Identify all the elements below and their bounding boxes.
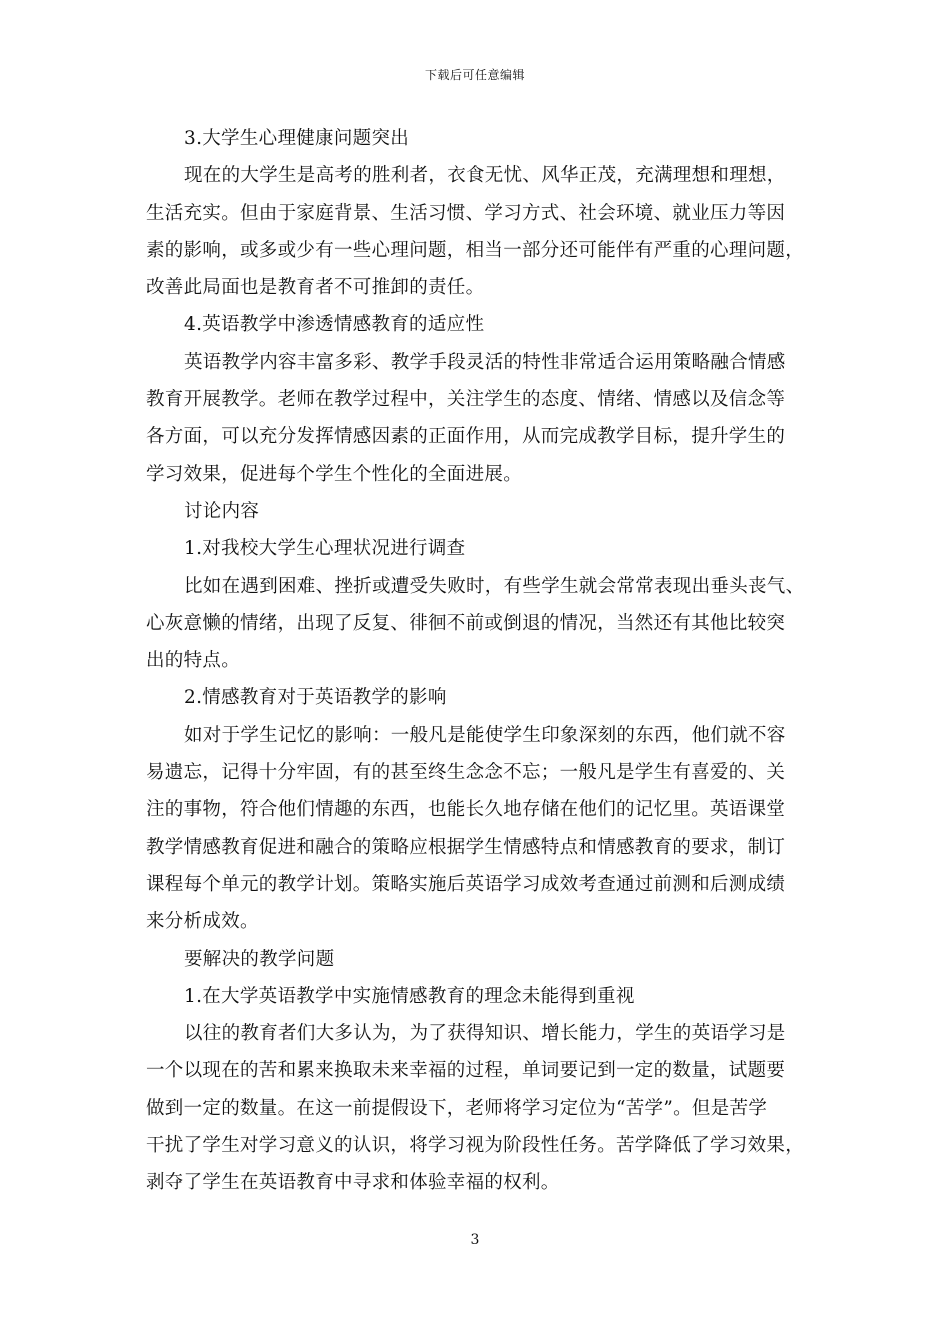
paragraph-line: 心灰意懒的情绪，出现了反复、徘徊不前或倒退的情况，当然还有其他比较突 [146, 612, 786, 634]
paragraph-line: 一个以现在的苦和累来换取未来幸福的过程，单词要记到一定的数量，试题要 [146, 1060, 786, 1082]
section-heading: 1.对我校大学生心理状况进行调查 [184, 538, 466, 560]
paragraph-line: 英语教学内容丰富多彩、教学手段灵活的特性非常适合运用策略融合情感 [184, 351, 786, 373]
paragraph-line: 生活充实。但由于家庭背景、生活习惯、学习方式、社会环境、就业压力等因 [146, 202, 786, 224]
section-heading: 2.情感教育对于英语教学的影响 [184, 687, 447, 709]
paragraph-line: 以往的教育者们大多认为，为了获得知识、增长能力，学生的英语学习是 [184, 1023, 786, 1045]
paragraph-line: 剥夺了学生在英语教育中寻求和体验幸福的权利。 [146, 1172, 560, 1194]
page-number: 3 [470, 1232, 480, 1248]
paragraph-line: 干扰了学生对学习意义的认识，将学习视为阶段性任务。苦学降低了学习效果， [146, 1135, 805, 1157]
paragraph-line: 教学情感教育促进和融合的策略应根据学生情感特点和情感教育的要求，制订 [146, 836, 786, 858]
section-heading: 讨论内容 [184, 500, 260, 522]
paragraph-line: 注的事物，符合他们情趣的东西，也能长久地存储在他们的记忆里。英语课堂 [146, 799, 786, 821]
paragraph-line: 如对于学生记忆的影响：一般凡是能使学生印象深刻的东西，他们就不容 [184, 724, 786, 746]
paragraph-line: 改善此局面也是教育者不可推卸的责任。 [146, 277, 485, 299]
document-body [146, 120, 810, 1202]
section-heading: 1.在大学英语教学中实施情感教育的理念未能得到重视 [184, 985, 635, 1007]
header-note: 下载后可任意编辑 [424, 68, 525, 82]
paragraph-line: 易遗忘，记得十分牢固，有的甚至终生念念不忘；一般凡是学生有喜爱的、关 [146, 762, 786, 784]
paragraph-line: 素的影响，或多或少有一些心理问题，相当一部分还可能伴有严重的心理问题， [146, 239, 805, 261]
paragraph-line: 各方面，可以充分发挥情感因素的正面作用，从而完成教学目标，提升学生的 [146, 426, 786, 448]
paragraph-line: 比如在遇到困难、挫折或遭受失败时，有些学生就会常常表现出垂头丧气、 [184, 575, 805, 597]
paragraph-line: 现在的大学生是高考的胜利者，衣食无忧、风华正茂，充满理想和理想， [184, 165, 786, 187]
section-heading: 3.大学生心理健康问题突出 [184, 128, 410, 149]
paragraph-line: 做到一定的数量。在这一前提假设下，老师将学习定位为“苦学”。但是苦学 [146, 1097, 768, 1119]
paragraph-line: 教育开展教学。老师在教学过程中，关注学生的态度、情绪、情感以及信念等 [146, 389, 786, 411]
section-heading: 4.英语教学中渗透情感教育的适应性 [184, 314, 485, 336]
paragraph-line: 课程每个单元的教学计划。策略实施后英语学习成效考查通过前测和后测成绩 [146, 873, 786, 895]
paragraph-line: 学习效果，促进每个学生个性化的全面进展。 [146, 463, 523, 485]
section-heading: 要解决的教学问题 [184, 948, 335, 970]
paragraph-line: 出的特点。 [146, 650, 241, 672]
paragraph-line: 来分析成效。 [146, 911, 259, 933]
